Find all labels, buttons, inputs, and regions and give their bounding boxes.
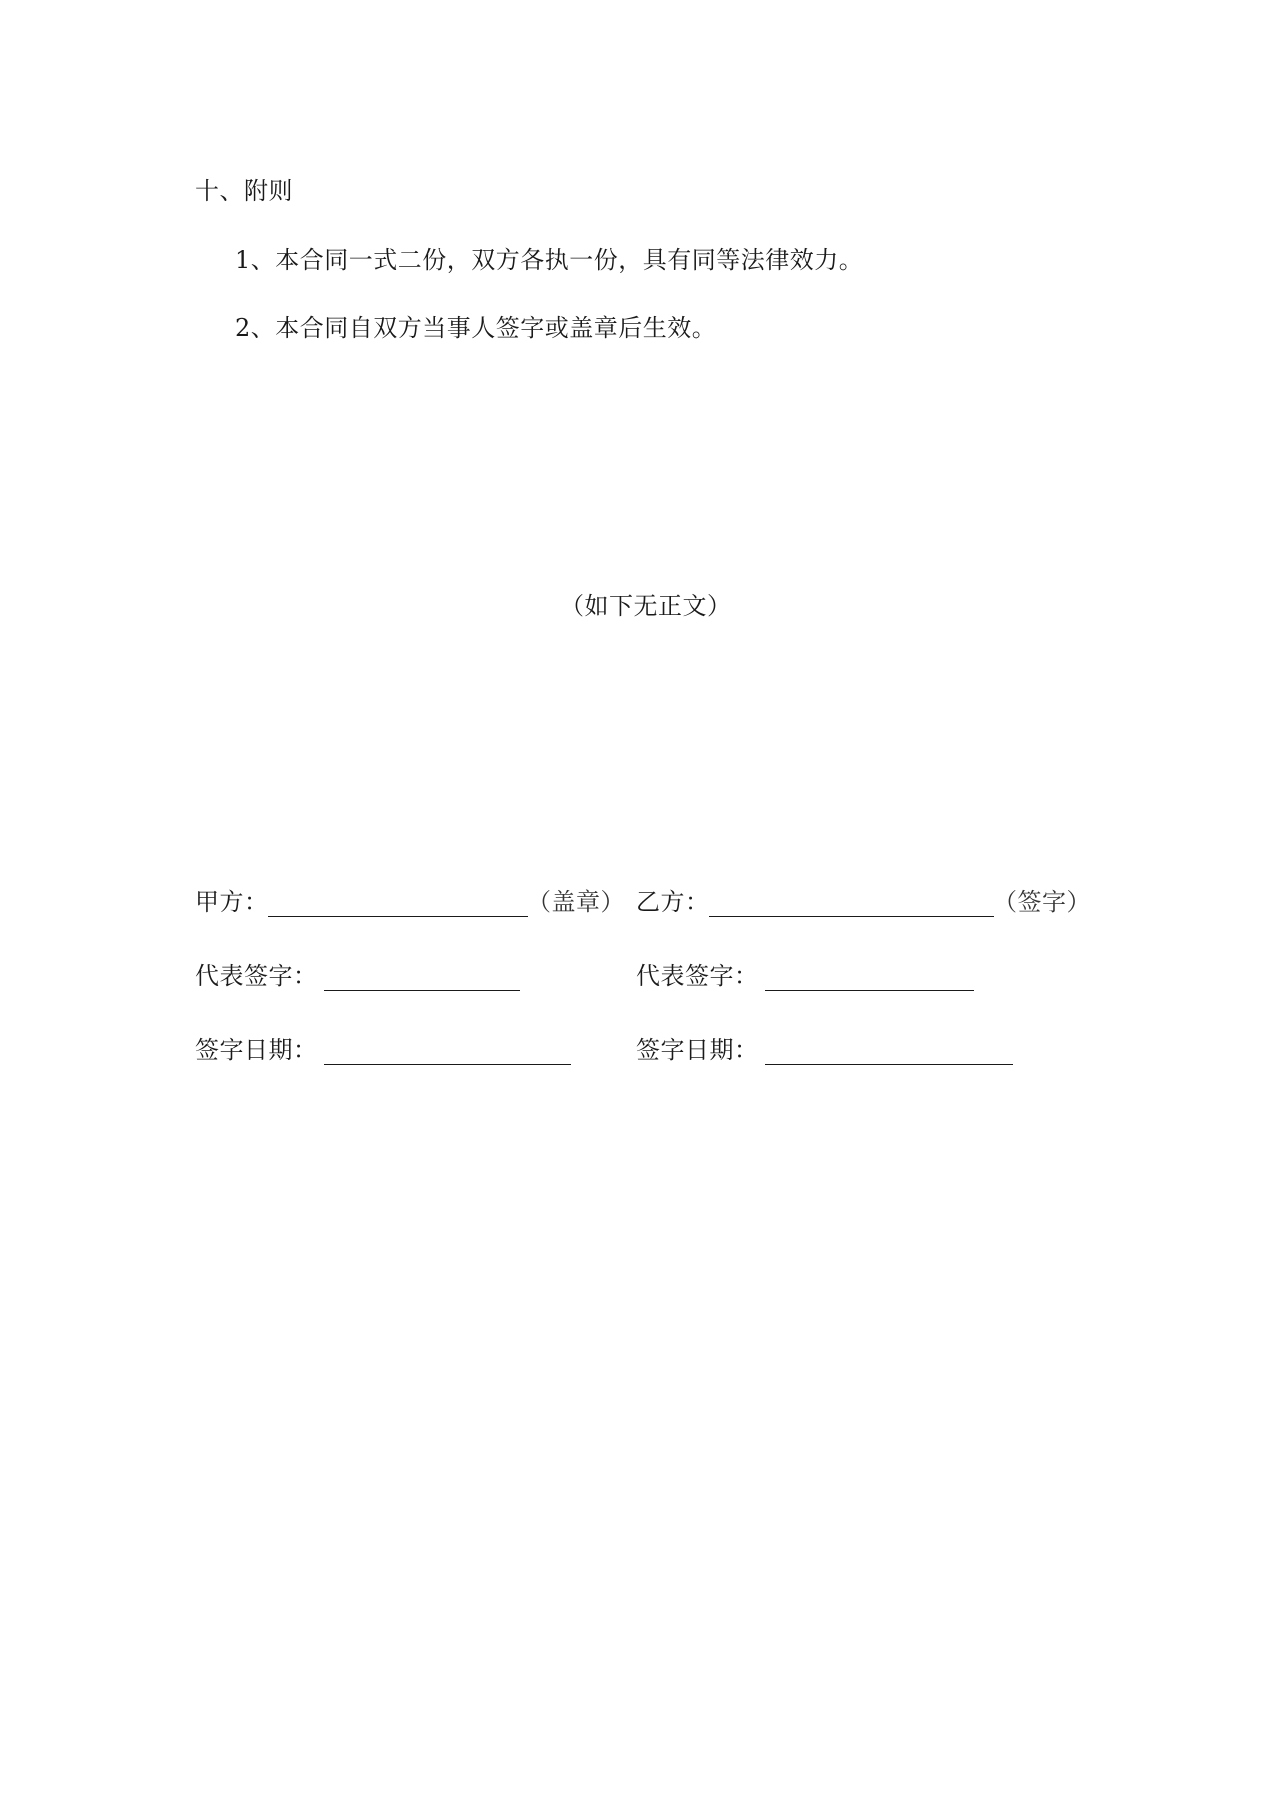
party-b-rep-signature-line[interactable] — [765, 990, 974, 991]
party-a-date-label: 签字日期： — [195, 1036, 318, 1064]
party-a-rep-signature-line[interactable] — [324, 990, 520, 991]
party-b-date-label: 签字日期： — [636, 1036, 759, 1064]
clause-1: 1、本合同一式二份，双方各执一份，具有同等法律效力。 — [235, 246, 864, 274]
party-a-rep-label: 代表签字： — [195, 962, 318, 990]
party-a-label: 甲方： — [195, 888, 269, 916]
party-b-signature-line[interactable] — [709, 916, 994, 917]
section-heading: 十、附则 — [195, 177, 293, 205]
clause-2: 2、本合同自双方当事人签字或盖章后生效。 — [235, 314, 717, 342]
party-a-seal-note: （盖章） — [527, 888, 625, 916]
party-b-sign-note: （签字） — [993, 888, 1091, 916]
party-b-label: 乙方： — [636, 888, 710, 916]
party-b-date-line[interactable] — [765, 1064, 1013, 1065]
party-a-signature-line[interactable] — [268, 916, 528, 917]
party-a-date-line[interactable] — [324, 1064, 571, 1065]
party-b-rep-label: 代表签字： — [636, 962, 759, 990]
end-note: （如下无正文） — [560, 592, 732, 620]
